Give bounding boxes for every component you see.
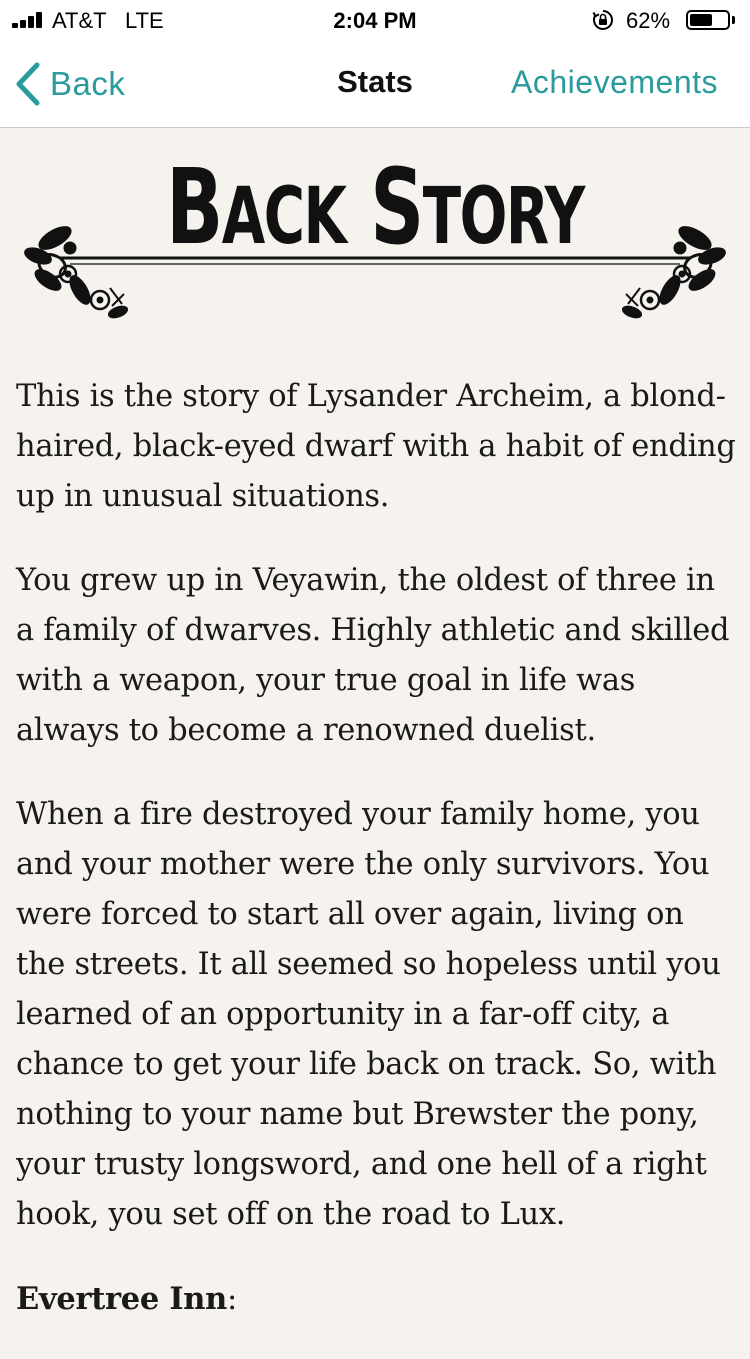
title-cap-s: S [370,146,423,268]
back-story-title [105,146,645,272]
battery-icon [686,10,730,30]
battery-cap [732,16,735,24]
story-text [16,372,738,1359]
clock: 2:04 PM [333,8,417,33]
network-type: LTE [124,8,164,33]
back-story-banner [0,128,750,328]
title-cap-b: B [166,146,222,268]
back-label: Back [50,65,126,102]
status-bar [0,0,750,40]
title-rest-tory: TORY [422,172,584,262]
battery-fill [690,14,712,26]
achievements-button[interactable]: Achievements [511,64,718,100]
carrier-name: AT&T [52,8,107,33]
story-paragraph: When a fire destroyed your family home, you and your mother were the only survivors. You were forced to start all over again, living on the streets. It all seemed so hopeless until you learned of an opportunity in a far-off city, a chance to get your life back on track. So, with nothing to your name but Brewster the pony, your trusty longsword, and one hell of a right hook, you set off on the road to Lux. [16,797,721,1232]
title-rest-ack: ACK [221,172,346,262]
section-heading: Evertree Inn [16,1281,228,1317]
battery-percent: 62% [626,8,671,33]
story-paragraph: This is the story of Lysander Archeim, a blond-haired, black-eyed dwarf with a habit of ending up in unusual situations. [16,379,736,514]
section-heading-line [16,1274,738,1325]
page-title: Stats [337,64,413,99]
section-heading-suffix: : [227,1282,238,1317]
navigation-bar [0,40,750,128]
story-paragraph: You grew up in Veyawin, the oldest of three in a family of dwarves. Highly athletic and skilled with a weapon, your true goal in life was always to become a renowned duelist. [16,563,730,748]
orientation-lock-icon [592,9,614,31]
